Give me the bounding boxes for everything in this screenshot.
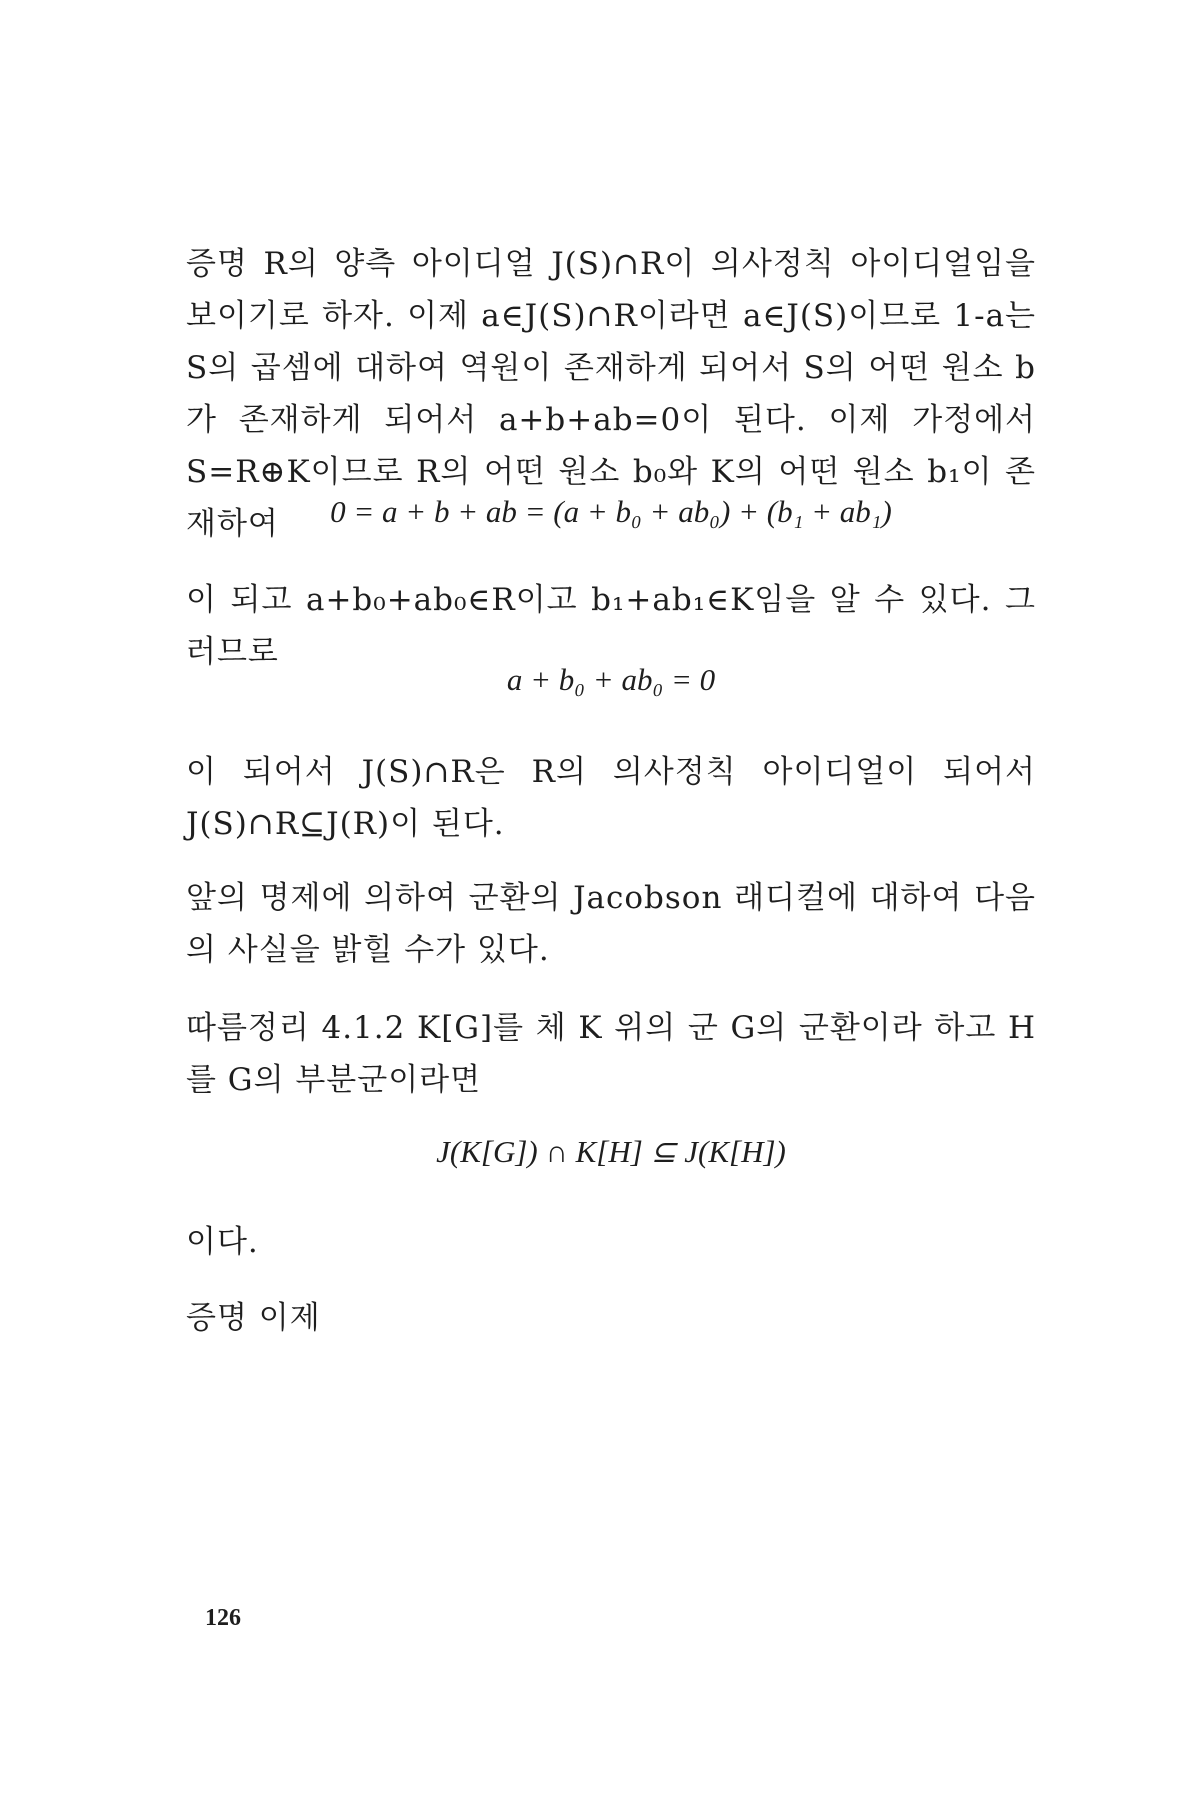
paragraph-4: 앞의 명제에 의하여 군환의 Jacobson 래디컬에 대하여 다음의 사실을 밝힐 수가 있다. xyxy=(186,880,1036,968)
proof-paragraph-2: 증명 이제 xyxy=(186,1300,321,1336)
equation-2: a + b₀ + ab₀ = 0 xyxy=(506,662,716,697)
page-number: 126 xyxy=(205,1605,241,1631)
paragraph-2: 이 되고 a+b₀+ab₀∈R이고 b₁+ab₁∈K임을 알 수 있다. 그러므로 xyxy=(186,582,1036,670)
equation-1: 0 = a + b + ab = (a + b₀ + ab₀) + (b₁ + ab₁) xyxy=(330,494,892,529)
proof-paragraph-1: 증명 R의 양측 아이디얼 J(S)∩R이 의사정칙 아이디얼임을 보이기로 하자. 이제 a∈J(S)∩R이라면 a∈J(S)이므로 1-a는 S의 곱셈에 대하여 역원이 존재하게 되어서 S의 어떤 원소 b가 존재하게 되어서 a+b+ab=0이 된다. 이제 가정에서 S=R⊕K이므로 R의 어떤 원소 b₀와 K의 어떤 원소 b₁이 존재하여 xyxy=(186,246,1036,542)
corollary-4-1-2: 따름정리 4.1.2 K[G]를 체 K 위의 군 G의 군환이라 하고 H를 G의 부분군이라면 xyxy=(186,1010,1036,1098)
equation-3: J(K[G]) ∩ K[H] ⊆ J(K[H]) xyxy=(436,1134,786,1169)
paragraph-5: 이다. xyxy=(186,1224,259,1260)
paragraph-3: 이 되어서 J(S)∩R은 R의 의사정칙 아이디얼이 되어서 J(S)∩R⊆J(R)이 된다. xyxy=(186,754,1036,842)
